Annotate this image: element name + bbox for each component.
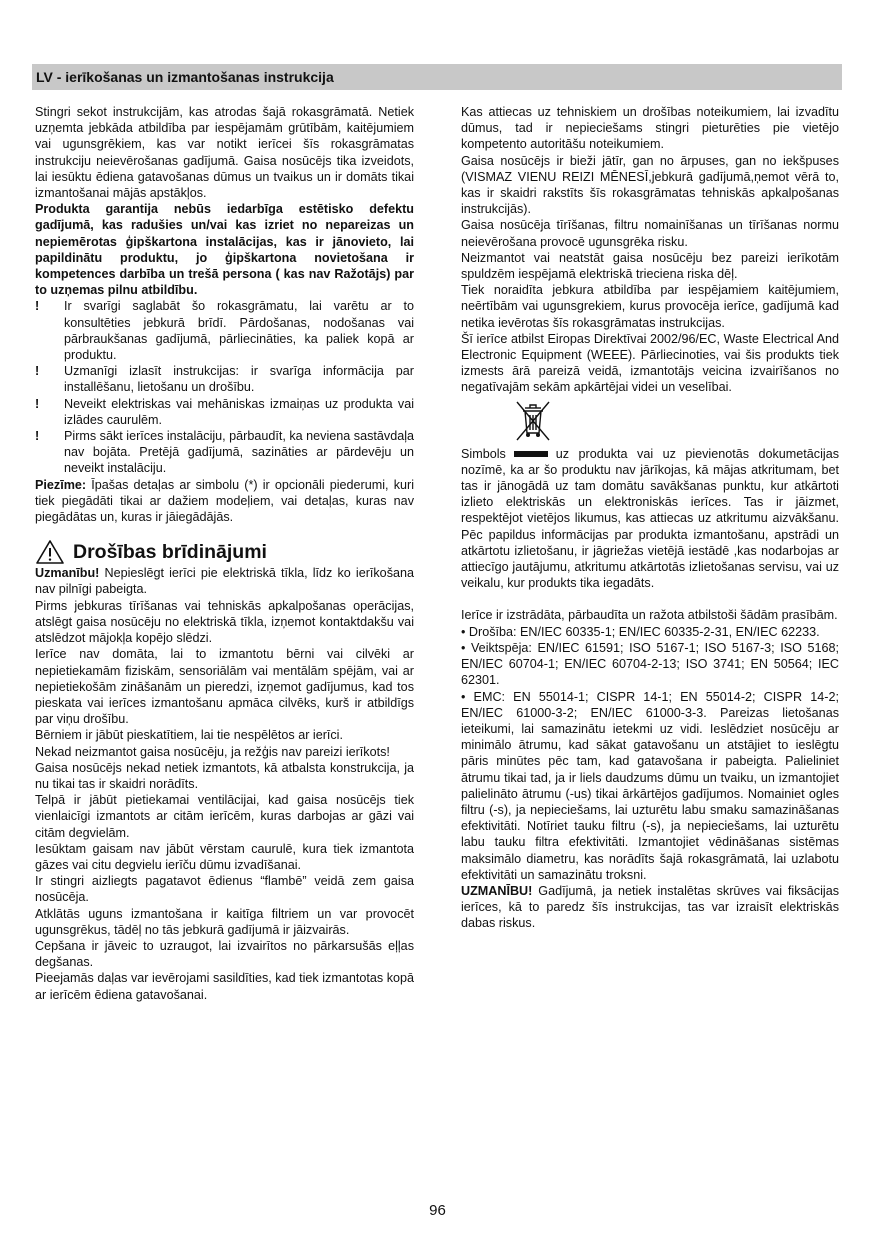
weee-paragraph: Šī ierīce atbilst Eiropas Direktīvai 2002/96/EC, Waste Electrical And Electronic Equipment (WEEE). Pārliecinoties, vai šis produkts tiek izmests ārā pareizā veidā, izmantotājs veicina izvairīšanos no negatīvajām sekām apkārtējai videi un veselībai. — [461, 331, 839, 395]
safety-paragraph: Iesūktam gaisam nav jābūt vērstam caurulē, kura tiek izmantota gāzes vai citu degvielu ierīču dūmu izvadīšanai. — [35, 841, 414, 872]
section-header — [32, 64, 842, 90]
standards-item: • EMC: EN 55014-1; CISPR 14-1; EN 55014-2; CISPR 14-2; EN/IEC 61000-3-2; EN/IEC 61000-3-3. Pareizas lietošanas ieteikumi, lai samazinātu ietekmi uz vidi. Ieslēdziet nosūcēju ar minimālo ātrumu, kad sākat gatavošanu un atstājiet to ieslēgtu pāris minūtes pēc tam, kad gatavošana ir pabeigta. Palieliniet ātrumu tikai tad, ja ir liels daudzums dūmu un tvaiku, un izmantojiet palielināto ātrumu (-us) tikai ārkārtējos gadījumos. Nomainiet ogles filtru (-s), ja nepieciešams, lai uzturētu labu smaku samazināšanas efektivitāti. Notīriet tauku filtru (-s), ja nepieciešams, lai uzturētu labu tauku filtra efektivitāti. Izmantojiet vēdināšanas sistēmas maksimālo diametru, kas norādīts šajā rokasgrāmatā, lai uzlabotu efektivitāti un samazinātu troksni. — [461, 689, 839, 882]
rules-paragraph: Neizmantot vai neatstāt gaisa nosūcēju bez pareizi ierīkotām spuldzēm iespējamā elektriskā trieciena riska dēļ. — [461, 250, 839, 282]
rules-paragraph: Kas attiecas uz tehniskiem un drošības noteikumiem, lai izvadītu dūmus, tad ir nepieciešams stingri pieturēties pie vietējo kompetento autoritāšu noteikumiem. — [461, 105, 839, 152]
safety-paragraph: Ierīce nav domāta, lai to izmantotu bērni vai cilvēki ar nepietiekamām fiziskām, sensoriālām vai mentālām spējām, vai ar nepietiekošām zināšanām un pieredzi, izņemot gadījumus, kad tos pieskata vai ierīces izmantošanu apmāca cilvēks, kurš ir atbildīgs par viņu drošību. — [35, 647, 414, 727]
rules-paragraph: Gaisa nosūcēja tīrīšanas, filtru nomainīšanas un tīrīšanas normu neievērošana provocē ugunsgrēka risku. — [461, 218, 839, 249]
list-item: ! Ir svarīgi saglabāt šo rokasgrāmatu, lai varētu ar to konsultēties jebkurā brīdī. Pārdošanas, nodošanas vai pārbraukšanas gadījumā, pārliecināties, ka paliek kopā ar produktu. — [35, 299, 414, 363]
list-item: ! Pirms sākt ierīces instalāciju, pārbaudīt, ka neviena sastāvdaļa nav bojāta. Pretējā gadījumā, sazināties ar pārdevēju un neveikt instalāciju. — [35, 429, 414, 476]
safety-paragraph: Telpā ir jābūt pietiekamai ventilācijai, kad gaisa nosūcējs tiek vienlaicīgi izmantots ar citām ierīcēm, kuras darbojas ar gāzi vai citām degvielām. — [35, 793, 414, 840]
important-list — [35, 298, 414, 476]
guarantee-paragraph: Produkta garantija nebūs iedarbīga estētisko defektu gadījumā, kas radušies un/vai kas izriet no nepareizas un nepiemērotas ģipškartona instalācijas, kas ir jānovieto, lai papildinātu produktu, jo ģipškartona novietošana ir kompetences darbība un trešā persona ( kas nav Ražotājs) par to uzņemas pilnu atbildību. — [35, 202, 414, 298]
conformity-paragraph: Ierīce ir izstrādāta, pārbaudīta un ražota atbilstoši šādām prasībām. — [461, 608, 838, 623]
exclamation-icon: ! — [35, 364, 40, 379]
exclamation-icon: ! — [35, 299, 40, 314]
rules-paragraph: Gaisa nosūcējs ir bieži jātīr, gan no ārpuses, gan no iekšpuses (VISMAZ VIENU REIZI MĒNESĪ,jebkurā gadījumā,ņemot vērā to, kas ir skaidri rakstīts šīs rokasgrāmatas tehniskās apkalpošanas instrukcijās). — [461, 153, 839, 217]
list-item: ! Uzmanīgi izlasīt instrukcijas: ir svarīga informācija par installēšanu, lietošanu un drošību. — [35, 364, 414, 395]
black-bar-icon — [514, 451, 548, 457]
safety-paragraph: Pieejamās daļas var ievērojami sasildīties, kad tiek izmantotas kopā ar ierīcēm ēdiena gatavošanai. — [35, 971, 414, 1002]
safety-paragraph: Nekad neizmantot gaisa nosūcēju, ja režģis nav pareizi ierīkots! — [35, 744, 390, 759]
attention-label: Uzmanību! — [35, 566, 100, 581]
attention-paragraph: Uzmanību! Nepieslēgt ierīci pie elektriskā tīkla, līdz ko ierīkošana nav pilnīgi pabeigta. — [35, 566, 414, 597]
safety-paragraph: Atklātās uguns izmantošana ir kaitīga filtriem un var provocēt ugunsgrēkus, tādēļ no tās jebkurā gadījumā ir jāizvairās. — [35, 906, 414, 937]
caution-label: UZMANĪBU! — [461, 883, 533, 898]
symbol-paragraph: Simbols uz produkta vai uz pievienotās dokumetācijas nozīmē, ka ar šo produktu nav jārīkojas, kā mājas atkritumam, bet tas ir jānogādā uz tam domātu savākšanas punktu, kur atkārtoti izlieto elektriskās un elektroniskās ierīces. Tas ir jāizmet, respektējot vietējos likumus, kas attiecas uz atkritumu aizvākšanu. Pēc papildus informācijas par produkta izmantošanu, apstrādi un atkārtotu izlietošanu, ir jāgriežas vietējā iestādē ,kas nodarbojas ar attiecīgo jautājumu, atkritumu atkārtotās izlietošanas servisu, vai uz veikalu, kur produkts tika iegadāts. — [461, 446, 839, 591]
rules-paragraph: Tiek noraidīta jebkura atbildība par iespējamiem kaitējumiem, neērtībām vai ugunsgrekiem, kurus provocēja ierīce, gadījumā kad netika ievērotas šīs rokasgrāmatas instrukcijas. — [461, 283, 839, 330]
warning-triangle-icon — [35, 539, 65, 565]
warnings-title: Drošības brīdinājumi — [73, 541, 267, 564]
symbol-word: Simbols — [461, 446, 506, 461]
list-item: ! Neveikt elektriskas vai mehāniskas izmaiņas uz produkta vai izlādes caurulēm. — [35, 396, 414, 427]
caution-paragraph: UZMANĪBU! Gadījumā, ja netiek instalētas skrūves vai fiksācijas ierīces, kā to paredz šīs instrukcijas, tas var izraisīt elektriskās dabas riskus. — [461, 883, 839, 931]
note-paragraph: Piezīme: Īpašas detaļas ar simbolu (*) ir opcionāli piederumi, kuri tiek piegādāti tikai ar dažiem modeļiem, vai detaļas, kuras nav piegādātas un, kuras ir jāiegādājās. — [35, 477, 414, 525]
safety-paragraph: Cepšana ir jāveic to uzraugot, lai izvairītos no pārkarsušās eļļas degšanas. — [35, 938, 414, 970]
safety-paragraph: Gaisa nosūcējs nekad netiek izmantots, kā atbalsta konstrukcija, ja nu tikai tas ir skaidri norādīts. — [35, 760, 414, 791]
standards-item: • Drošība: EN/IEC 60335-1; EN/IEC 60335-2-31, EN/IEC 62233. — [461, 624, 820, 639]
page-number: 96 — [429, 1202, 446, 1219]
crossed-bin-icon — [511, 398, 555, 444]
right-column — [461, 104, 839, 932]
warnings-heading — [35, 539, 414, 565]
left-column — [35, 104, 414, 1003]
note-label: Piezīme: — [35, 477, 87, 492]
exclamation-icon: ! — [35, 396, 40, 411]
safety-paragraph: Pirms jebkuras tīrīšanas vai tehniskās apkalpošanas operācijas, atslēgt gaisa nosūcēju no elektriskā tīkla, izņemot kontaktdakšu vai atslēdzot mājokļa kopējo slēdzi. — [35, 598, 414, 646]
exclamation-icon: ! — [35, 429, 40, 444]
section-title: LV - ierīkošanas un izmantošanas instrukcija — [36, 69, 334, 85]
safety-paragraph: Bērniem ir jābūt pieskatītiem, lai tie nespēlētos ar ierīci. — [35, 728, 343, 743]
intro-paragraph: Stingri sekot instrukcijām, kas atrodas šajā rokasgrāmatā. Netiek uzņemta jebkāda atbildība par iespējamām grūtībām, kaitējumiem vai ugunsgrēkiem, kas var notikt ierīcei šīs rokasgrāmatas instrukciju neievērošanas gadījumā. Gaisa nosūcējs tika izveidots, lai iesūktu ēdiena gatavošanas dūmus un tvaikus un ir domāts tikai izmantošanai mājās apstākļos. — [35, 105, 414, 201]
standards-item: • Veiktspēja: EN/IEC 61591; ISO 5167-1; ISO 5167-3; ISO 5168; EN/IEC 60704-1; EN/IEC 60704-2-13; ISO 3741; EN 50564; IEC 62301. — [461, 640, 839, 688]
weee-symbol — [461, 398, 839, 446]
safety-paragraph: Ir stingri aizliegts pagatavot ēdienus “flambē” veidā zem gaisa nosūcēja. — [35, 874, 414, 905]
